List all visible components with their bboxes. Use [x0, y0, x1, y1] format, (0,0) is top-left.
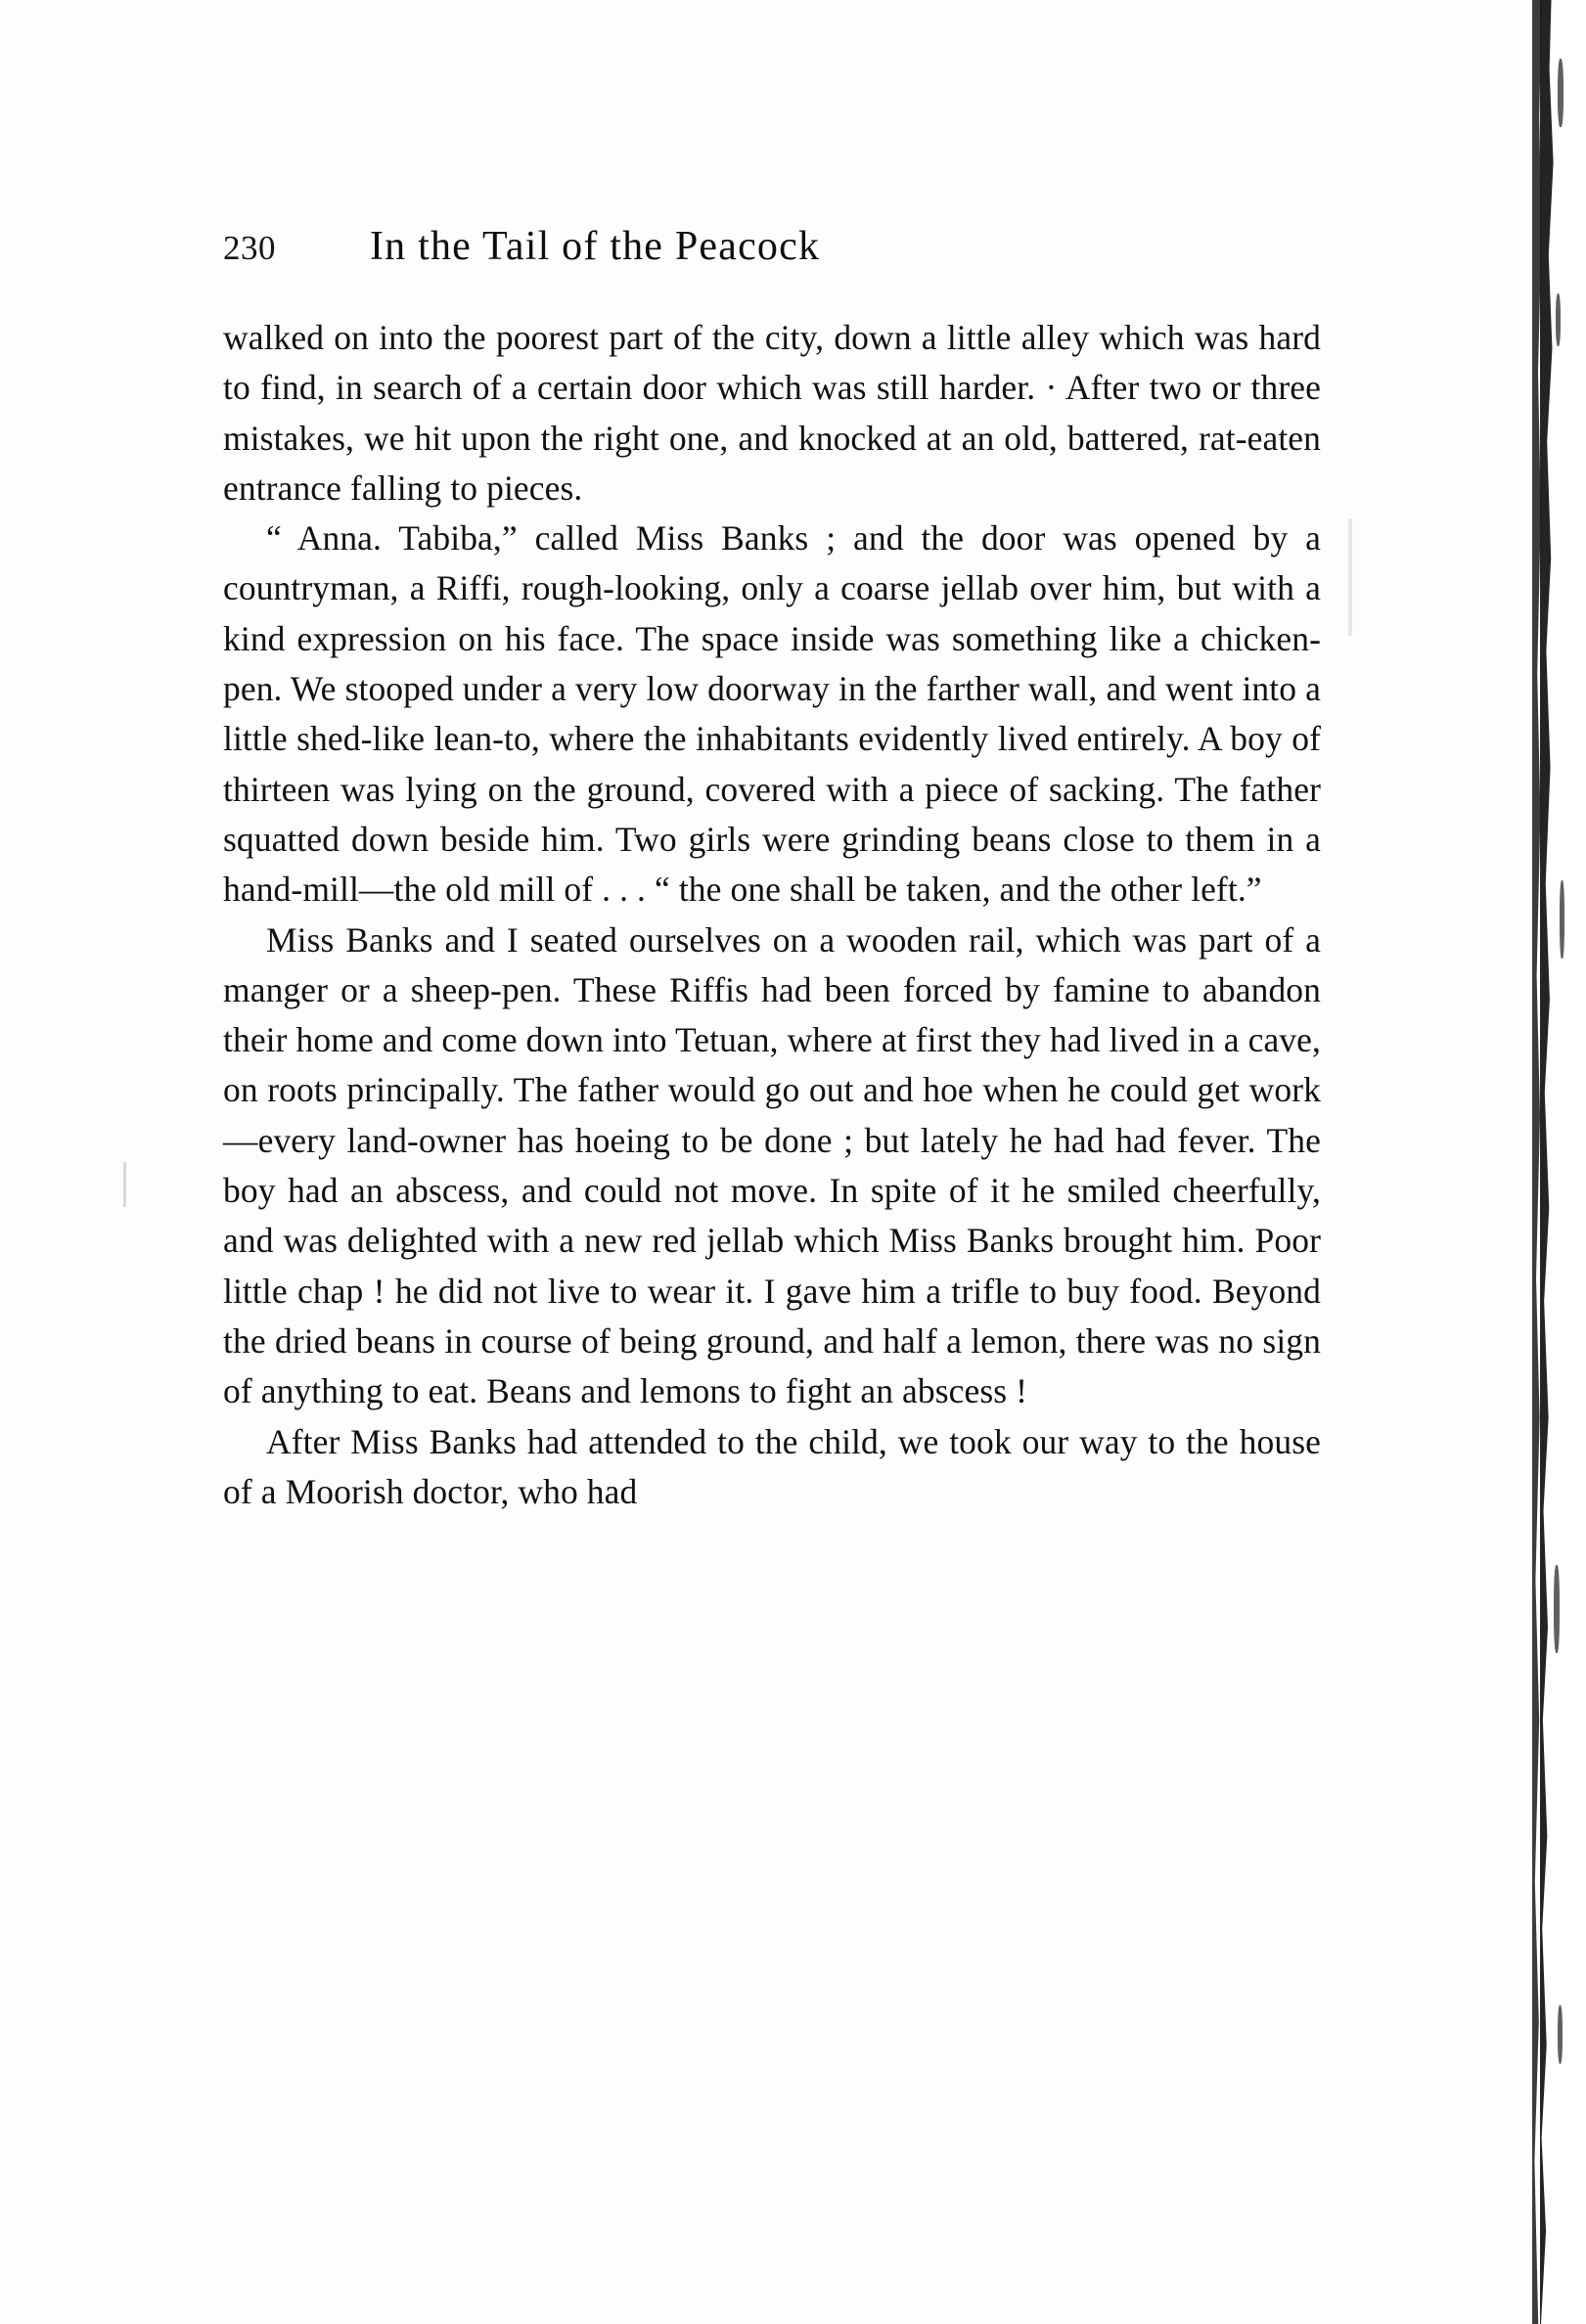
- page-number: 230: [223, 229, 276, 267]
- paragraph: After Miss Banks had attended to the child, we took our way to the house of a Moorish doctor, who had: [223, 1421, 1321, 1511]
- page-edge-speck: [1554, 1565, 1560, 1653]
- running-head-title: In the Tail of the Peacock: [370, 224, 821, 269]
- margin-speck: [1348, 518, 1352, 636]
- page-header: [223, 223, 1321, 276]
- page-edge-speck: [1558, 2005, 1563, 2064]
- page-text-block: [223, 223, 1321, 1517]
- paragraph: “ Anna. Tabiba,” called Miss Banks ; and the door was opened by a countryman, a Riffi, rough-looking, only a coarse jellab over him, but with a kind expression on his face. The space inside was something like a chicken-pen. We stooped under a very low doorway in the farther wall, and went into a little shed-like lean-to, where the inhabitants evidently lived entirely. A boy of thirteen was lying on the ground, covered with a piece of sacking. The father squatted down beside him. Two girls were grinding beans close to them in a hand-mill—the old mill of . . . “ the one shall be taken, and the other left.”: [223, 518, 1321, 910]
- page-edge-dark-band: [1540, 0, 1556, 2324]
- margin-speck: [123, 1162, 126, 1207]
- page-edge-shadow: [1526, 0, 1586, 2324]
- page-edge-speck: [1558, 59, 1563, 127]
- paragraph: Miss Banks and I seated ourselves on a wooden rail, which was part of a manger or a sheep-pen. These Riffis had been forced by famine to abandon their home and come down into Tetuan, where at first they had lived in a cave, on roots principally. The father would go out and hoe when he could get work—every land-owner has hoeing to be done ; but lately he had had fever. The boy had an abscess, and could not move. In spite of it he smiled cheerfully, and was delighted with a new red jellab which Miss Banks brought him. Poor little chap ! he did not live to wear it. I gave him a trifle to buy food. Beyond the dried beans in course of being ground, and half a lemon, there was no sign of anything to eat. Beans and lemons to fight an abscess !: [223, 919, 1321, 1411]
- paragraph: walked on into the poorest part of the city, down a little alley which was hard to find, in search of a certain door which was still harder. · After two or three mistakes, we hit upon the right one, and knocked at an old, battered, rat-eaten entrance falling to pieces.: [223, 318, 1321, 508]
- page-edge-speck: [1556, 293, 1561, 346]
- page-edge-speck: [1560, 880, 1564, 959]
